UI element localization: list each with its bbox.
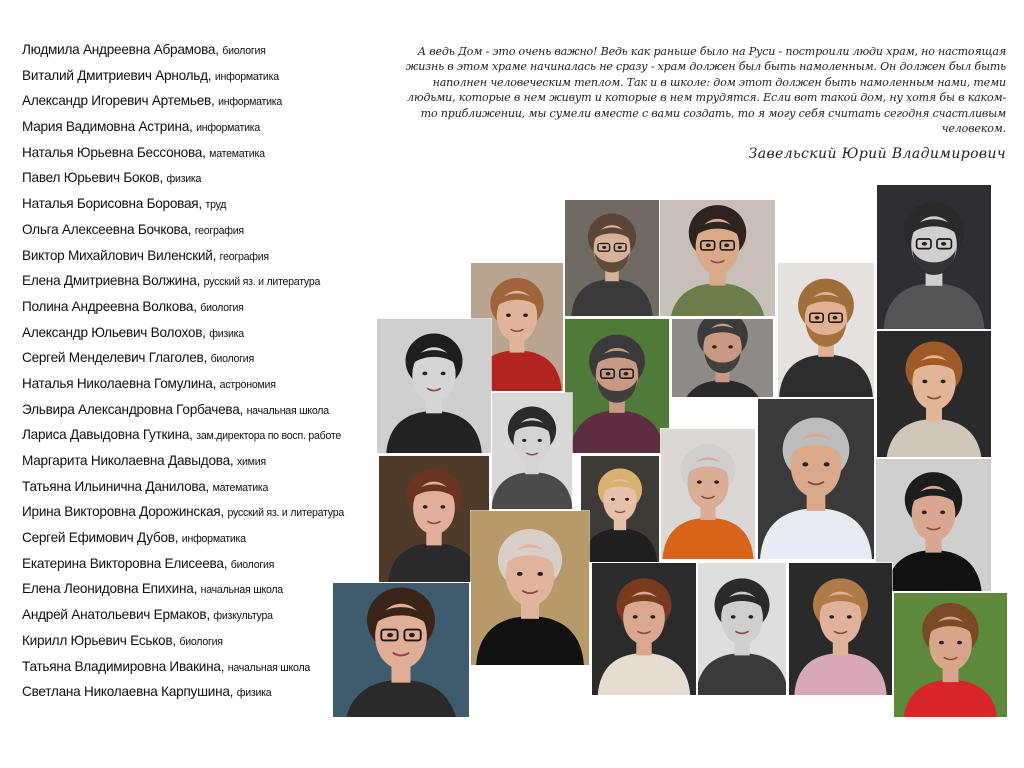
teacher-row: Полина Андреевна Волкова, биология bbox=[22, 298, 244, 314]
portrait-eye bbox=[423, 505, 428, 509]
portrait-illustration bbox=[592, 563, 696, 695]
portrait-eye bbox=[633, 615, 638, 619]
portrait-eye bbox=[517, 572, 523, 576]
teacher-name: Елена Дмитриевна Волжина bbox=[22, 273, 197, 289]
portrait-eye bbox=[802, 462, 808, 466]
portrait-eye bbox=[922, 511, 927, 515]
portrait-eye bbox=[941, 242, 946, 246]
teacher-row: Павел Юрьевич Боков, физика bbox=[22, 170, 202, 186]
teacher-photo bbox=[564, 318, 670, 454]
teacher-name: Людмила Андреевна Абрамова bbox=[22, 42, 216, 57]
portrait-eye bbox=[847, 615, 852, 619]
portrait-illustration bbox=[789, 563, 892, 695]
portrait-eye bbox=[623, 372, 628, 376]
teacher-subject: химия bbox=[236, 456, 266, 468]
teacher-name: Андрей Анатольевич Ермаков bbox=[22, 607, 207, 623]
teacher-subject: астрономия bbox=[219, 378, 276, 391]
portrait-eye bbox=[922, 380, 927, 384]
teacher-list bbox=[22, 40, 362, 708]
teacher-name: Екатерина Викторовна Елисеева bbox=[22, 555, 224, 571]
teacher-photo bbox=[564, 199, 660, 317]
teacher-subject: зам.директора по восп. работе bbox=[196, 430, 341, 443]
teacher-photo bbox=[580, 455, 660, 563]
teacher-row: Екатерина Викторовна Елисеева, биология bbox=[22, 555, 275, 571]
portrait-eye bbox=[387, 633, 393, 637]
teacher-row: Татьяна Владимировна Ивакина, начальная школа bbox=[22, 658, 311, 674]
teacher-subject: физика bbox=[209, 327, 244, 340]
teacher-name: Лариса Давыдовна Гуткина bbox=[22, 427, 190, 443]
portrait-eye bbox=[409, 633, 415, 637]
teacher-name: Виталий Дмитриевич Арнольд bbox=[22, 67, 208, 83]
teacher-name: Ирина Викторовна Дорожинская bbox=[22, 504, 221, 520]
teacher-photo bbox=[876, 184, 992, 330]
teacher-subject: начальная школа bbox=[246, 404, 329, 417]
portrait-eye bbox=[941, 380, 946, 384]
portrait-eye bbox=[422, 372, 427, 376]
portrait-illustration bbox=[333, 583, 469, 717]
portrait-eye bbox=[712, 345, 716, 348]
portrait-eye bbox=[824, 462, 830, 466]
teacher-row: Виталий Дмитриевич Арнольд, информатика bbox=[22, 67, 279, 83]
teacher-row: Сергей Менделевич Глаголев, биология bbox=[22, 350, 254, 366]
portrait-eye bbox=[522, 439, 526, 442]
portrait-illustration bbox=[877, 331, 991, 457]
teacher-row: Елена Дмитриевна Волжина, русский яз. и литература bbox=[22, 273, 321, 289]
teacher-photo bbox=[470, 510, 590, 666]
teacher-name: Александр Игоревич Артемьев bbox=[22, 93, 211, 109]
teacher-subject: начальная школа bbox=[227, 661, 311, 674]
portrait-eye bbox=[957, 641, 962, 645]
teacher-name: Ольга Алексеевна Бочкова bbox=[22, 221, 188, 237]
portrait-illustration bbox=[672, 319, 773, 397]
portrait-eye bbox=[697, 480, 702, 483]
portrait-eye bbox=[538, 439, 542, 442]
teacher-row: Татьяна Ильинична Данилова, математика bbox=[22, 478, 269, 494]
teacher-row: Елена Леонидовна Епихина, начальная школа bbox=[22, 581, 283, 597]
teacher-photo bbox=[376, 318, 492, 454]
teacher-photo bbox=[876, 330, 992, 458]
portrait-illustration bbox=[778, 263, 874, 397]
portrait-eye bbox=[625, 498, 629, 501]
portrait-illustration bbox=[660, 200, 775, 316]
portrait-eye bbox=[724, 244, 729, 248]
teacher-name: Кирилл Юрьевич Еськов bbox=[22, 632, 173, 648]
teacher-row: Мария Вадимовна Астрина, информатика bbox=[22, 119, 261, 135]
teacher-row: Лариса Давыдовна Гуткина, зам.директора по восп. работе bbox=[22, 427, 341, 443]
portrait-eye bbox=[714, 480, 719, 483]
teacher-name: Полина Андреевна Волкова bbox=[22, 298, 194, 314]
portrait-eye bbox=[506, 314, 511, 317]
portrait-illustration bbox=[698, 563, 786, 695]
teacher-row: Эльвира Александровна Горбачева, начальная школа bbox=[22, 401, 329, 417]
portrait-illustration bbox=[876, 459, 991, 591]
teacher-name: Наталья Борисовна Боровая bbox=[22, 196, 199, 212]
teacher-name: Павел Юрьевич Боков bbox=[22, 170, 160, 186]
portrait-eye bbox=[832, 316, 837, 320]
portrait-eye bbox=[728, 345, 732, 348]
teacher-row: Наталья Борисовна Боровая, труд bbox=[22, 196, 227, 212]
portrait-eye bbox=[748, 615, 753, 619]
teacher-name: Маргарита Николаевна Давыдова bbox=[22, 453, 230, 468]
teacher-row: Александр Юльевич Волохов, физика bbox=[22, 324, 244, 340]
teacher-subject: биология bbox=[222, 45, 266, 57]
teacher-subject: биология bbox=[179, 635, 223, 648]
portrait-eye bbox=[815, 316, 820, 320]
portrait-eye bbox=[731, 615, 736, 619]
teacher-name: Наталья Николаевна Гомулина bbox=[22, 375, 213, 391]
quote-author: Завельский Юрий Владимирович bbox=[748, 146, 1006, 162]
teacher-subject: информатика bbox=[181, 533, 246, 546]
teacher-subject: русский яз. и литература bbox=[203, 276, 321, 289]
teacher-subject: русский яз. и литература bbox=[227, 507, 344, 520]
teacher-name: Наталья Юрьевна Бессонова bbox=[22, 144, 203, 160]
teacher-subject: физкультура bbox=[213, 610, 273, 623]
teacher-name: Сергей Менделевич Глаголев bbox=[22, 350, 204, 366]
portrait-eye bbox=[611, 498, 615, 501]
teacher-row: Наталья Юрьевна Бессонова, математика bbox=[22, 144, 265, 160]
teacher-photo bbox=[777, 262, 875, 398]
teacher-subject: биология bbox=[230, 558, 275, 571]
teacher-row: Наталья Николаевна Гомулина, астрономия bbox=[22, 375, 276, 391]
portrait-illustration bbox=[877, 185, 991, 329]
portrait-illustration bbox=[377, 319, 491, 453]
teacher-name: Александр Юльевич Волохов bbox=[22, 324, 203, 340]
teacher-photo bbox=[660, 428, 756, 560]
teacher-name: Елена Леонидовна Епихина bbox=[22, 581, 194, 597]
portrait-illustration bbox=[471, 511, 589, 665]
teacher-name: Татьяна Ильинична Данилова bbox=[22, 478, 206, 494]
teacher-row: Сергей Ефимович Дубов, информатика bbox=[22, 530, 246, 546]
portrait-eye bbox=[440, 505, 445, 509]
teacher-name: Мария Вадимовна Астрина bbox=[22, 119, 190, 135]
teacher-name: Эльвира Александровна Горбачева bbox=[22, 401, 240, 417]
teacher-subject: информатика bbox=[218, 96, 283, 109]
teacher-photo bbox=[659, 199, 776, 317]
teacher-name: Виктор Михайлович Виленский bbox=[22, 247, 213, 263]
portrait-eye bbox=[706, 244, 711, 248]
teacher-subject: география bbox=[194, 224, 244, 237]
teacher-subject: география bbox=[219, 250, 269, 263]
teacher-photo bbox=[893, 592, 1008, 718]
teacher-subject: информатика bbox=[214, 70, 279, 83]
teacher-name: Сергей Ефимович Дубов bbox=[22, 530, 175, 546]
teacher-subject: труд bbox=[205, 199, 227, 212]
teacher-name: Татьяна Владимировна Ивакина bbox=[22, 658, 221, 674]
portrait-eye bbox=[537, 572, 543, 576]
portrait-eye bbox=[940, 511, 945, 515]
portrait-illustration bbox=[565, 319, 669, 453]
teacher-photo bbox=[788, 562, 893, 696]
portrait-illustration bbox=[565, 200, 659, 316]
portrait-eye bbox=[650, 615, 655, 619]
teacher-row: Ирина Викторовна Дорожинская, русский яз. и литература bbox=[22, 504, 344, 520]
teacher-photo bbox=[332, 582, 470, 718]
teacher-subject: биология bbox=[210, 353, 254, 366]
teacher-row: Виктор Михайлович Виленский, география bbox=[22, 247, 269, 263]
teacher-photo bbox=[757, 398, 875, 560]
teacher-photo bbox=[591, 562, 697, 696]
portrait-eye bbox=[606, 372, 611, 376]
portrait-eye bbox=[618, 246, 622, 249]
teacher-subject: начальная школа bbox=[200, 584, 283, 597]
portrait-eye bbox=[523, 314, 528, 317]
director-quote: А ведь Дом - это очень важно! Ведь как раньше было на Руси - построили люди храм, но настоящая жизнь в этом храме начиналась не сразу - храм должен был быть намоленным. Он должен был быть наполнен человеческим теплом. Так и в школе: дом этот должен быть намоленным нами, теми людьми, которые в нем живут и которые в нем трудятся. Если вот такой дом, ну хотя бы в каком-то приближении, мы сумели вместе с вами создать, то я могу себя считать сегодня счастливым человеком. bbox=[405, 45, 1006, 136]
portrait-illustration bbox=[581, 456, 659, 562]
teacher-subject: математика bbox=[212, 481, 269, 494]
portrait-eye bbox=[829, 615, 834, 619]
teacher-row: Маргарита Николаевна Давыдова, химия bbox=[22, 453, 266, 468]
teacher-row: Ольга Алексеевна Бочкова, география bbox=[22, 221, 244, 237]
teacher-subject: математика bbox=[209, 147, 265, 160]
teacher-photo bbox=[671, 318, 774, 398]
teacher-name: Светлана Николаевна Карпушина bbox=[22, 684, 230, 700]
portrait-eye bbox=[922, 242, 927, 246]
teacher-subject: физика bbox=[236, 687, 272, 700]
teacher-subject: биология bbox=[200, 301, 244, 314]
teacher-row: Андрей Анатольевич Ермаков, физкультура bbox=[22, 607, 273, 623]
teacher-photo bbox=[697, 562, 787, 696]
portrait-eye bbox=[602, 246, 606, 249]
teacher-photo bbox=[491, 392, 573, 510]
teacher-subject: физика bbox=[166, 173, 202, 186]
teacher-row: Кирилл Юрьевич Еськов, биология bbox=[22, 632, 223, 648]
teacher-row: Людмила Андреевна Абрамова, биология bbox=[22, 42, 266, 57]
portrait-eye bbox=[441, 372, 446, 376]
teacher-subject: информатика bbox=[196, 122, 261, 135]
portrait-eye bbox=[939, 641, 944, 645]
portrait-illustration bbox=[894, 593, 1007, 717]
teacher-row: Светлана Николаевна Карпушина, физика bbox=[22, 684, 272, 700]
portrait-illustration bbox=[758, 399, 874, 559]
portrait-illustration bbox=[661, 429, 755, 559]
portrait-illustration bbox=[492, 393, 572, 509]
teacher-row: Александр Игоревич Артемьев, информатика bbox=[22, 93, 283, 109]
